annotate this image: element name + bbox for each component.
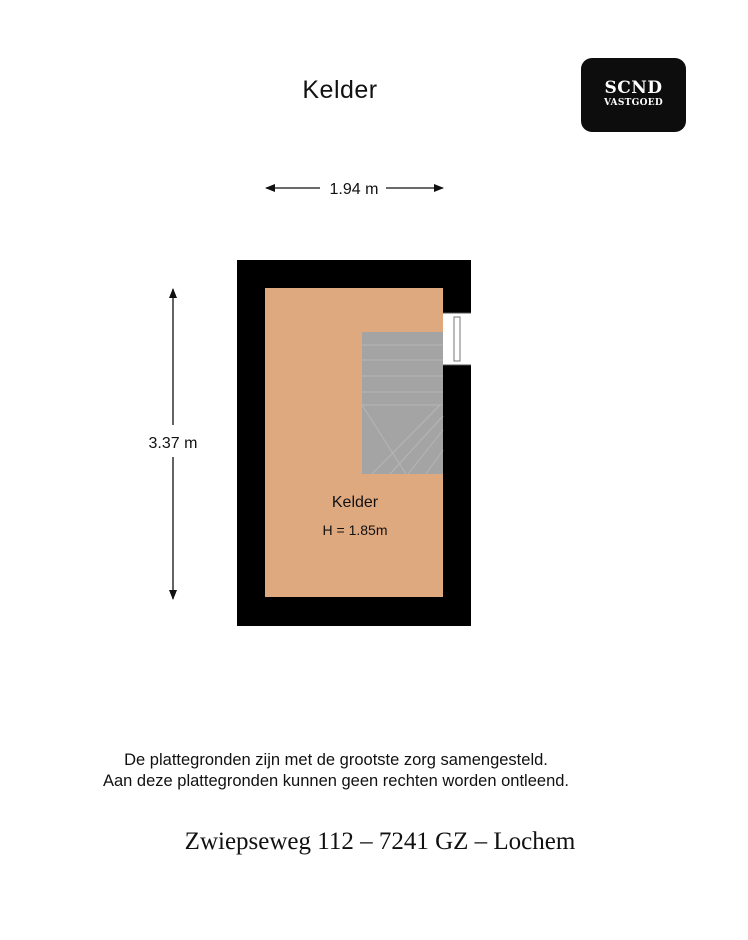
width-label: 1.94 m: [329, 181, 379, 198]
room-height: H = 1.85m: [322, 522, 388, 538]
property-address: Zwiepseweg 112 – 7241 GZ – Lochem: [184, 828, 576, 855]
logo-text-main: SCND: [604, 78, 663, 98]
height-dimension: [149, 289, 198, 599]
disclaimer: [0, 750, 672, 792]
staircase: [362, 332, 443, 474]
page-title: Kelder: [302, 76, 378, 104]
room-name: Kelder: [331, 494, 379, 511]
disclaimer-line-1: De plattegronden zijn met de grootste zorg samengesteld.: [124, 751, 548, 769]
window: [443, 313, 471, 365]
height-label: 3.37 m: [148, 435, 198, 452]
logo-text-sub: VASTGOED: [603, 98, 664, 108]
disclaimer-line-2: Aan deze plattegronden kunnen geen rechten worden ontleend.: [102, 772, 570, 790]
width-dimension: [266, 181, 443, 198]
